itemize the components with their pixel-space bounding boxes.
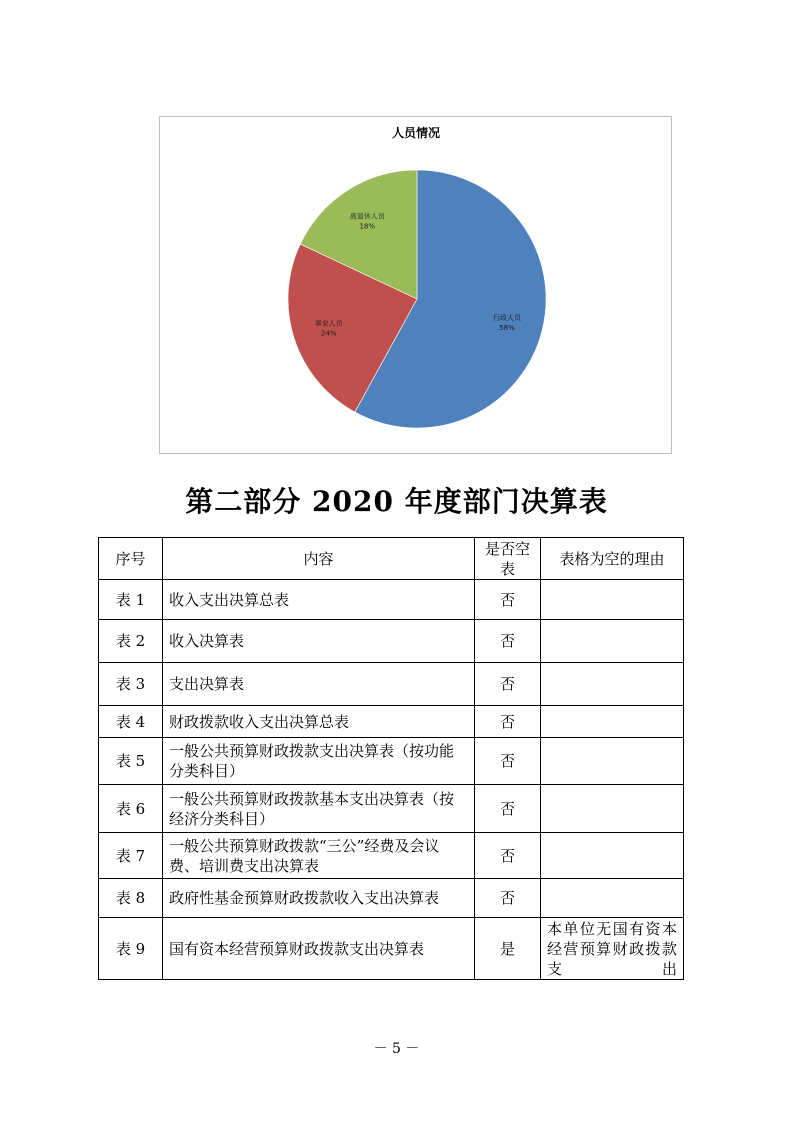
row-no: 表 3 xyxy=(99,663,163,706)
slice-label: 事业人员 xyxy=(314,319,343,328)
table-row xyxy=(99,663,684,706)
table-row xyxy=(99,879,684,918)
row-content: 国有资本经营预算财政拨款支出决算表 xyxy=(163,918,475,980)
pie-chart-svg xyxy=(160,117,673,455)
table-row xyxy=(99,833,684,879)
row-reason xyxy=(541,879,684,918)
row-flag: 否 xyxy=(475,785,541,833)
slice-percent-label: 58% xyxy=(499,324,515,333)
chart-title: 人员情况 xyxy=(391,126,441,140)
header-no: 序号 xyxy=(99,538,163,580)
row-flag: 否 xyxy=(475,706,541,738)
table-row xyxy=(99,918,684,980)
row-reason xyxy=(541,706,684,738)
row-content: 一般公共预算财政拨款“三公”经费及会议费、培训费支出决算表 xyxy=(163,833,475,879)
header-reason: 表格为空的理由 xyxy=(541,538,684,580)
row-no: 表 8 xyxy=(99,879,163,918)
header-flag: 是否空表 xyxy=(475,538,541,580)
row-content: 一般公共预算财政拨款支出决算表（按功能分类科目） xyxy=(163,738,475,785)
row-flag: 是 xyxy=(475,918,541,980)
slice-percent-label: 24% xyxy=(320,329,337,338)
row-flag: 否 xyxy=(475,663,541,706)
slice-label: 离退休人员 xyxy=(349,212,385,221)
pie-chart xyxy=(159,116,672,454)
row-flag: 否 xyxy=(475,833,541,879)
report-table xyxy=(98,537,684,980)
row-reason xyxy=(541,580,684,620)
row-reason xyxy=(541,785,684,833)
row-reason xyxy=(541,738,684,785)
row-flag: 否 xyxy=(475,879,541,918)
row-no: 表 7 xyxy=(99,833,163,879)
section-title: 第二部分 2020 年度部门决算表 xyxy=(185,485,608,518)
row-content: 收入支出决算总表 xyxy=(163,580,475,620)
row-flag: 否 xyxy=(475,620,541,663)
row-reason xyxy=(541,833,684,879)
table-row xyxy=(99,785,684,833)
row-reason: 本单位无国有资本经营预算财政拨款支出 xyxy=(541,918,684,980)
slice-label: 行政人员 xyxy=(492,314,521,323)
row-flag: 否 xyxy=(475,738,541,785)
row-content: 收入决算表 xyxy=(163,620,475,663)
table-row xyxy=(99,620,684,663)
row-reason xyxy=(541,620,684,663)
row-content: 支出决算表 xyxy=(163,663,475,706)
page-number: － 5 － xyxy=(373,1041,420,1057)
row-no: 表 6 xyxy=(99,785,163,833)
row-reason xyxy=(541,663,684,706)
row-no: 表 4 xyxy=(99,706,163,738)
row-no: 表 1 xyxy=(99,580,163,620)
table-row xyxy=(99,580,684,620)
row-content: 一般公共预算财政拨款基本支出决算表（按经济分类科目） xyxy=(163,785,475,833)
row-no: 表 2 xyxy=(99,620,163,663)
row-no: 表 9 xyxy=(99,918,163,980)
header-content: 内容 xyxy=(163,538,475,580)
row-content: 政府性基金预算财政拨款收入支出决算表 xyxy=(163,879,475,918)
row-flag: 否 xyxy=(475,580,541,620)
table-row xyxy=(99,738,684,785)
table-header-row xyxy=(99,538,684,580)
table-row xyxy=(99,706,684,738)
row-content: 财政拨款收入支出决算总表 xyxy=(163,706,475,738)
row-no: 表 5 xyxy=(99,738,163,785)
slice-percent-label: 18% xyxy=(359,222,376,231)
